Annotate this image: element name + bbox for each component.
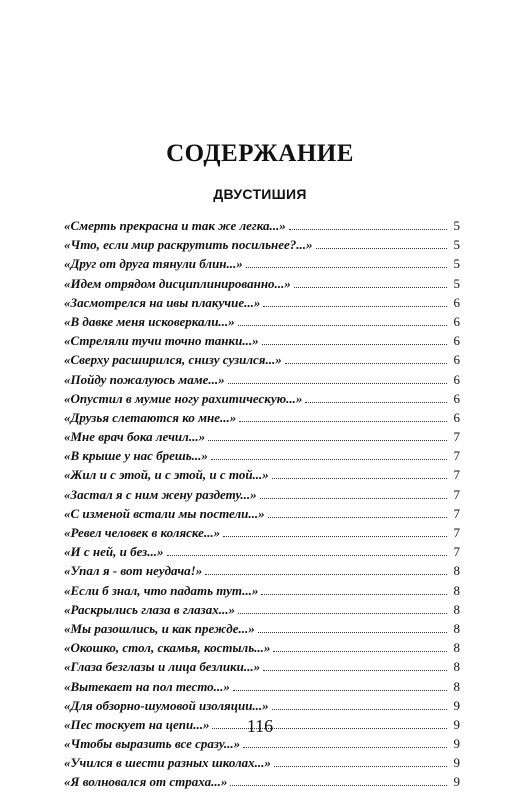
toc-entry-title: «Опустил в мумие ногу рахитическую...»	[64, 390, 303, 406]
toc-entry-title: «Идем отрядом дисциплинированно...»	[64, 275, 291, 291]
toc-entry-title: «В давке меня исковеркали...»	[64, 313, 235, 329]
toc-entry-page: 9	[453, 755, 460, 771]
toc-entry-page: 6	[453, 313, 460, 329]
toc-entry-title: «Застал я с ним жену раздету...»	[64, 486, 257, 502]
toc-entry-page: 7	[453, 486, 460, 502]
page-number: 116	[246, 716, 274, 736]
toc-entry	[64, 600, 460, 619]
toc-entry-title: «Если б знал, что падать тут...»	[64, 582, 259, 598]
toc-entry-page: 7	[453, 505, 460, 521]
toc-entry-title: «Друг от друга тянули блин...»	[64, 256, 243, 272]
toc-entry	[64, 235, 460, 254]
toc-entry-page: 9	[453, 697, 460, 713]
toc-leader-dots	[208, 440, 447, 441]
toc-leader-dots	[233, 690, 447, 691]
toc-leader-dots	[285, 363, 447, 364]
toc-entry-title: «Сверху расширился, снизу сузился...»	[64, 352, 282, 368]
toc-leader-dots	[230, 785, 447, 786]
toc-entry	[64, 312, 460, 331]
toc-entry-title: «Мне врач бока лечил...»	[64, 429, 206, 445]
toc-entry-page: 6	[453, 294, 460, 310]
toc-leader-dots	[294, 287, 447, 288]
toc-leader-dots	[243, 747, 447, 748]
toc-entry-page: 8	[453, 620, 460, 636]
page-title: СОДЕРЖАНИЕ	[166, 140, 354, 167]
toc-entry	[64, 677, 460, 696]
toc-entry-title: «Пойду пожалуюсь маме...»	[64, 371, 225, 387]
toc-leader-dots	[316, 248, 447, 249]
toc-entry	[64, 216, 460, 235]
toc-entry-page: 7	[453, 448, 460, 464]
toc-entry-title: «Вытекает на пол тесто...»	[64, 678, 230, 694]
toc-entry-title: «Раскрылись глаза в глазах...»	[64, 601, 235, 617]
toc-leader-dots	[274, 766, 447, 767]
toc-entry-page: 8	[453, 640, 460, 656]
toc-leader-dots	[239, 421, 447, 422]
toc-entry	[64, 331, 460, 350]
toc-entry-page: 8	[453, 582, 460, 598]
toc-entry	[64, 753, 460, 772]
toc-entry	[64, 485, 460, 504]
toc-entry-title: «С изменой встали мы постели...»	[64, 505, 265, 521]
toc-leader-dots	[262, 344, 447, 345]
toc-leader-dots	[211, 459, 447, 460]
toc-entry-title: «Я волновался от страха...»	[64, 774, 228, 790]
toc-leader-dots	[272, 478, 447, 479]
toc-entry-title: «Учился в шести разных школах...»	[64, 755, 271, 771]
toc-entry-page: 9	[453, 716, 460, 732]
toc-entry-title: «Окошко, стол, скамья, костыль...»	[64, 640, 271, 656]
toc-leader-dots	[261, 594, 447, 595]
table-of-contents	[64, 216, 460, 792]
toc-leader-dots	[238, 325, 447, 326]
toc-entry	[64, 446, 460, 465]
toc-entry-page: 6	[453, 352, 460, 368]
toc-leader-dots	[246, 267, 447, 268]
toc-entry-title: «В крыше у нас брешь...»	[64, 448, 208, 464]
toc-entry	[64, 638, 460, 657]
toc-entry	[64, 504, 460, 523]
toc-entry	[64, 350, 460, 369]
toc-entry-title: «Глаза безглазы и лица безлики...»	[64, 659, 261, 675]
toc-entry	[64, 696, 460, 715]
toc-entry-page: 5	[453, 237, 460, 253]
toc-entry	[64, 561, 460, 580]
toc-entry	[64, 542, 460, 561]
toc-entry-page: 7	[453, 467, 460, 483]
toc-entry-page: 5	[453, 275, 460, 291]
toc-leader-dots	[289, 229, 447, 230]
toc-entry-title: «Что, если мир раскрутить посильнее?...»	[64, 237, 313, 253]
toc-entry	[64, 581, 460, 600]
toc-entry-page: 8	[453, 659, 460, 675]
toc-entry-page: 9	[453, 736, 460, 752]
toc-leader-dots	[205, 574, 447, 575]
toc-entry-page: 6	[453, 371, 460, 387]
toc-entry-page: 5	[453, 256, 460, 272]
toc-entry-title: «Смерть прекрасна и так же легка...»	[64, 218, 286, 233]
toc-entry-page: 5	[453, 218, 460, 233]
toc-entry-title: «Жил и с этой, и с этой, и с той...»	[64, 467, 269, 483]
toc-entry	[64, 370, 460, 389]
toc-entry-title: «Ревел человек в коляске...»	[64, 525, 221, 540]
toc-leader-dots	[268, 517, 447, 518]
toc-entry	[64, 523, 460, 542]
section-heading: ДВУСТИШИЯ	[213, 186, 307, 202]
toc-entry-title: «Чтобы выразить все сразу...»	[64, 736, 241, 752]
toc-entry-page: 6	[453, 333, 460, 349]
toc-leader-dots	[228, 383, 447, 384]
toc-entry-page: 8	[453, 678, 460, 694]
toc-leader-dots	[263, 670, 447, 671]
toc-leader-dots	[238, 613, 447, 614]
toc-leader-dots	[167, 555, 448, 556]
toc-leader-dots	[272, 709, 447, 710]
toc-entry-title: «Для обзорно-шумовой изоляции...»	[64, 697, 269, 713]
toc-entry-page: 6	[453, 390, 460, 406]
toc-entry-page: 8	[453, 601, 460, 617]
toc-leader-dots	[263, 306, 447, 307]
toc-entry-page: 9	[453, 774, 460, 790]
toc-entry	[64, 389, 460, 408]
toc-entry-title: «Засмотрелся на ивы плакучие...»	[64, 294, 261, 310]
toc-entry	[64, 293, 460, 312]
toc-entry	[64, 657, 460, 676]
toc-entry-title: «Упал я - вот неудача!»	[64, 563, 203, 579]
toc-entry-title: «Стреляли тучи точно танки...»	[64, 333, 259, 349]
toc-entry	[64, 465, 460, 484]
toc-entry	[64, 254, 460, 273]
toc-leader-dots	[305, 402, 447, 403]
toc-entry-title: «И с ней, и без...»	[64, 544, 164, 560]
toc-entry-title: «Друзья слетаются ко мне...»	[64, 409, 237, 425]
toc-entry-title: «Пес тоскует на цепи...»	[64, 716, 210, 732]
toc-entry-page: 6	[453, 409, 460, 425]
toc-entry	[64, 274, 460, 293]
toc-leader-dots	[223, 536, 447, 537]
toc-entry-title: «Мы разошлись, и как прежде...»	[64, 620, 255, 636]
toc-entry-page: 7	[453, 525, 460, 540]
toc-leader-dots	[258, 632, 447, 633]
toc-entry-page: 7	[453, 429, 460, 445]
toc-entry	[64, 772, 460, 791]
toc-leader-dots	[260, 498, 447, 499]
toc-entry-page: 7	[453, 544, 460, 560]
toc-entry-page: 8	[453, 563, 460, 579]
toc-entry	[64, 408, 460, 427]
toc-entry	[64, 619, 460, 638]
toc-leader-dots	[273, 651, 447, 652]
toc-entry	[64, 427, 460, 446]
